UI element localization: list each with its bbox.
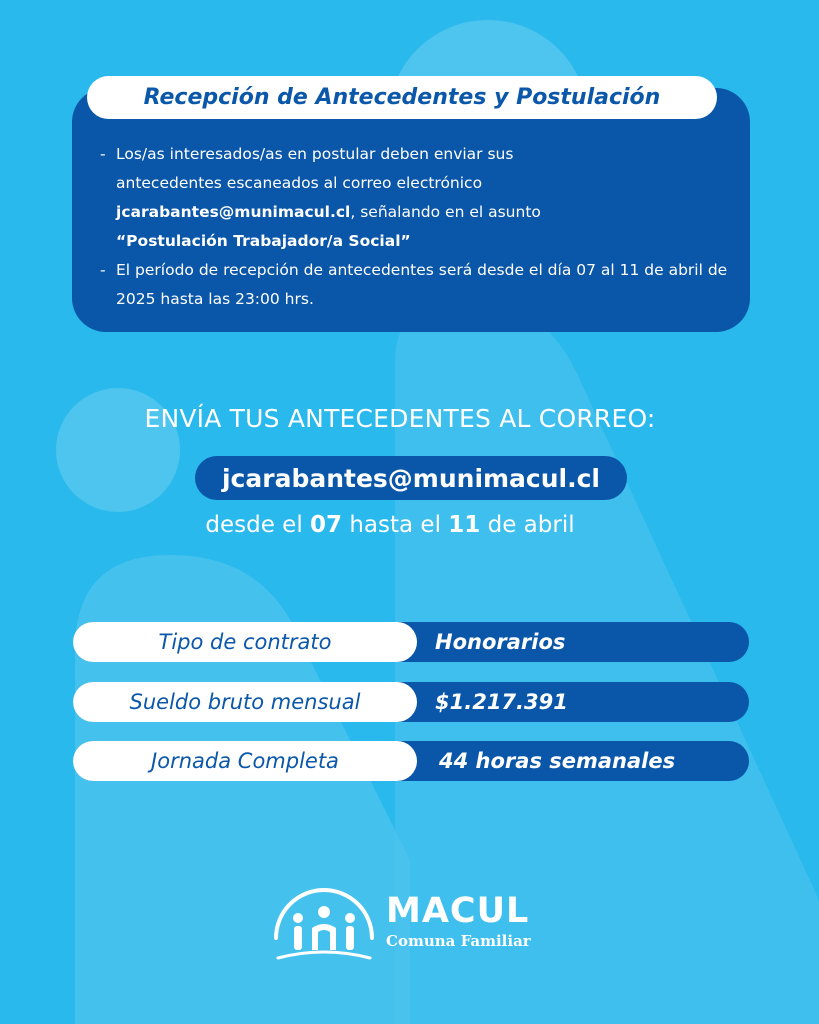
bullet-line [116, 198, 730, 227]
email-link[interactable]: jcarabantes@munimacul.cl [116, 203, 351, 221]
logo-title: MACUL [386, 891, 530, 931]
macul-logo-icon [268, 884, 380, 970]
bullet-item [100, 256, 730, 314]
date-middle: hasta el [349, 512, 441, 538]
subject-text: “Postulación Trabajador/a Social” [116, 232, 411, 250]
row-label: Jornada Completa [73, 741, 417, 781]
row-value: Honorarios [435, 630, 566, 654]
row-label: Sueldo bruto mensual [73, 682, 417, 722]
logo-subtitle: Comuna Familiar [386, 932, 531, 950]
bullet-text: El período de recepción de antecedentes será desde el día 07 al 11 de abril de 2025 hasta las 23:00 hrs. [116, 261, 728, 308]
bullet-dash: - [100, 145, 106, 163]
card-body [100, 140, 730, 314]
schedule-row [73, 741, 749, 781]
date-suffix: de abril [487, 512, 575, 538]
row-value: 44 horas semanales [439, 749, 676, 773]
row-value: $1.217.391 [435, 690, 568, 714]
bullet-text [116, 140, 730, 256]
email-pill[interactable]: jcarabantes@munimacul.cl [195, 456, 627, 500]
contract-type-row [73, 622, 749, 662]
cta-heading: ENVÍA TUS ANTECEDENTES AL CORREO: [144, 404, 656, 433]
date-prefix: desde el [205, 512, 303, 538]
salary-row [73, 682, 749, 722]
row-label: Tipo de contrato [73, 622, 417, 662]
card-title: Recepción de Antecedentes y Postulación [87, 76, 717, 119]
date-start: 07 [310, 512, 343, 538]
date-range [0, 512, 780, 538]
bullet-line-rest: , señalando en el asunto [350, 203, 541, 221]
date-end: 11 [448, 512, 481, 538]
bullet-item [100, 140, 730, 256]
bullet-line: Los/as interesados/as en postular deben enviar sus [116, 145, 514, 163]
bullet-line: antecedentes escaneados al correo electrónico [116, 174, 483, 192]
bullet-dash: - [100, 261, 106, 279]
macul-logo-text [386, 891, 531, 951]
